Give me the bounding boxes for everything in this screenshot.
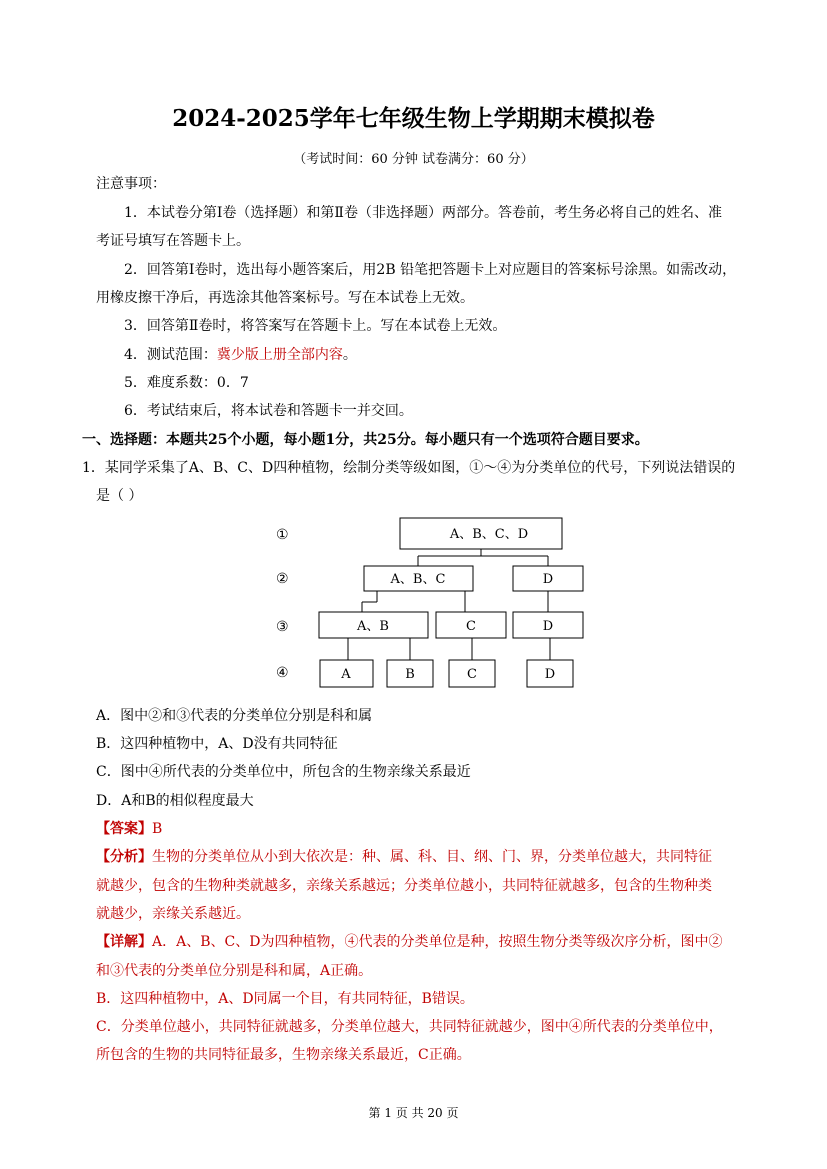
answer-value: B	[152, 821, 163, 837]
page-title: 2024-2025学年七年级生物上学期期末模拟卷	[172, 105, 655, 132]
diagram-label-l3-ab: A、B	[357, 619, 389, 634]
analysis-line-2: 就越少，包含的生物种类就越多，亲缘关系越远；分类单位越小，共同特征就越多，包含的生物种类	[96, 878, 712, 894]
answer-label: 【答案】	[96, 821, 152, 837]
analysis-text-1: 生物的分类单位从小到大依次是：种、属、科、目、纲、门、界，分类单位越大，共同特征	[152, 849, 712, 865]
diagram-label-l2-abc: A、B、C	[390, 572, 446, 587]
level-label-4: ④	[276, 665, 289, 681]
note-3: 3．回答第Ⅱ卷时，将答案写在答题卡上。写在本试卷上无效。	[124, 318, 507, 334]
level-label-1: ①	[276, 527, 289, 543]
notes-heading: 注意事项：	[96, 176, 166, 192]
question-1-stem-line-1: 1．某同学采集了A、B、C、D四种植物，绘制分类等级如图，①～④为分类单位的代号，下列说法错误的	[82, 460, 736, 476]
diagram-label-l4-d: D	[544, 667, 556, 682]
diagram-label-l2-d: D	[542, 572, 554, 587]
detail-label: 【详解】	[96, 934, 152, 950]
analysis-line-3: 就越少，亲缘关系越近。	[96, 906, 250, 922]
note-4-suffix: 。	[342, 347, 357, 363]
diagram-label-l1-abcd: A、B、C、D	[449, 527, 529, 542]
note-1-line-2: 考证号填写在答题卡上。	[96, 233, 250, 249]
note-4-prefix: 4．测试范围：	[124, 347, 217, 363]
exam-info: （考试时间：60 分钟 试卷满分：60 分）	[293, 152, 534, 167]
detail-line-4: C．分类单位越小，共同特征就越多，分类单位越大，共同特征就越少，图中④所代表的分类单位中，	[96, 1019, 723, 1035]
note-6: 6．考试结束后，将本试卷和答题卡一并交回。	[124, 403, 413, 419]
option-d: D．A和B的相似程度最大	[96, 793, 254, 809]
option-b: B．这四种植物中，A、D没有共同特征	[96, 736, 338, 752]
level-label-2: ②	[276, 571, 289, 587]
detail-line-5: 所包含的生物的共同特征最多，生物亲缘关系最近，C正确。	[96, 1047, 471, 1063]
note-2-line-1: 2．回答第Ⅰ卷时，选出每小题答案后，用2B 铅笔把答题卡上对应题目的答案标号涂黑。如需改动，	[124, 262, 737, 278]
detail-line-1	[96, 932, 722, 952]
section-heading: 一、选择题：本题共25个小题，每小题1分，共25分。每小题只有一个选项符合题目要求。	[82, 432, 649, 448]
diagram-label-l4-c: C	[467, 667, 477, 682]
answer	[96, 819, 162, 839]
level-label-3: ③	[276, 619, 289, 635]
page-footer: 第 1 页 共 20 页	[368, 1106, 459, 1120]
note-4-scope: 冀少版上册全部内容	[216, 347, 343, 363]
question-1-stem-line-2: 是（ ）	[96, 488, 143, 504]
analysis-label: 【分析】	[96, 849, 152, 865]
note-1-line-1: 1．本试卷分第Ⅰ卷（选择题）和第Ⅱ卷（非选择题）两部分。答卷前，考生务必将自己的姓名、准	[124, 205, 722, 221]
diagram-label-l4-a: A	[341, 667, 351, 682]
detail-line-3: B．这四种植物中，A、D同属一个目，有共同特征，B错误。	[96, 991, 474, 1007]
detail-text-1: A．A、B、C、D为四种植物，④代表的分类单位是种，按照生物分类等级次序分析，图中②	[152, 934, 723, 950]
detail-line-2: 和③代表的分类单位分别是科和属，A正确。	[96, 963, 373, 979]
diagram-label-l3-d: D	[542, 619, 554, 634]
diagram-label-l4-b: B	[405, 667, 415, 682]
note-2-line-2: 用橡皮擦干净后，再选涂其他答案标号。写在本试卷上无效。	[96, 290, 474, 306]
analysis-line-1	[96, 847, 712, 867]
option-c: C．图中④所代表的分类单位中，所包含的生物亲缘关系最近	[96, 764, 471, 780]
note-5: 5．难度系数：0．7	[124, 375, 249, 391]
diagram-label-l3-c: C	[466, 619, 476, 634]
option-a: A．图中②和③代表的分类单位分别是科和属	[96, 708, 373, 724]
